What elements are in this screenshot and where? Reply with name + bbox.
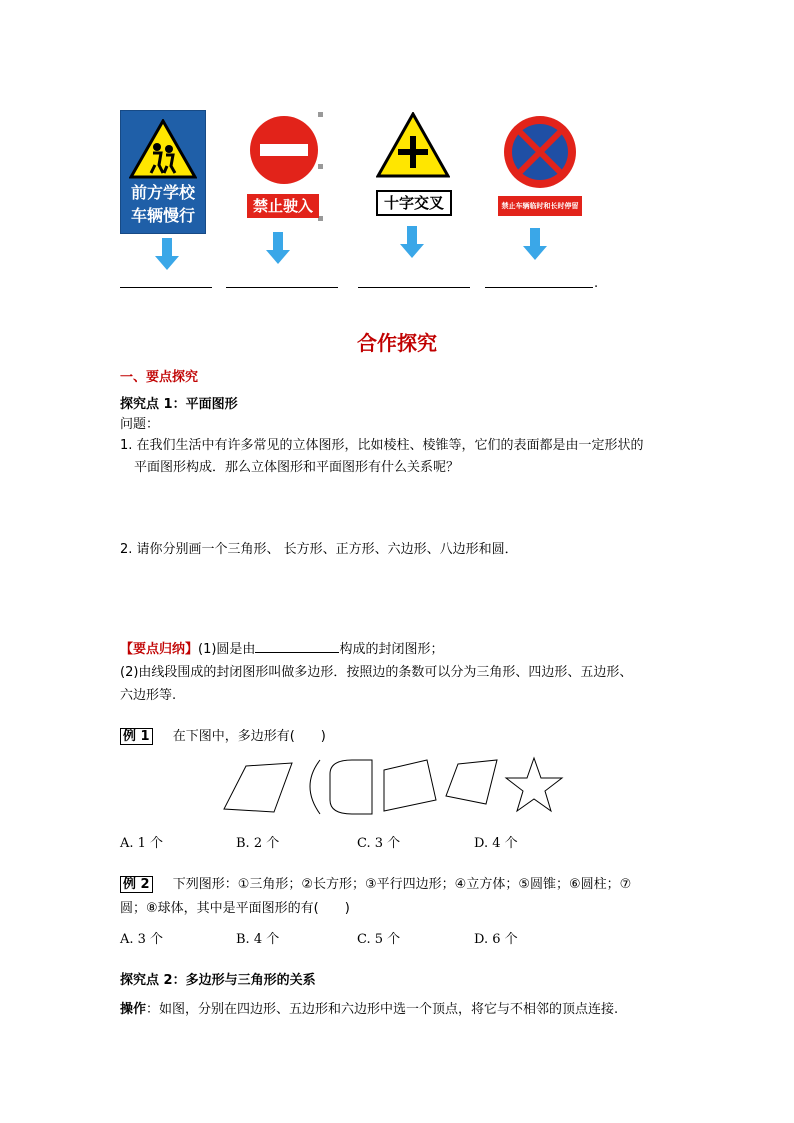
answer-blank[interactable] [485,287,593,288]
example2-text1: 下列图形：①三角形；②长方形；③平行四边形；④立方体；⑤圆锥；⑥圆柱；⑦ [172,877,632,892]
summary-line1 [120,640,443,659]
example1-option-d: D. 4 个 [474,836,518,851]
page-title: 合作探究 [357,331,437,355]
crossroad-sign [370,112,456,216]
q1-line2: 平面图形构成．那么立体图形和平面图形有什么关系呢？ [134,460,460,475]
summary-line2: (2)由线段围成的封闭图形叫做多边形．按照边的条数可以分为三角形、四边形、五边形、 [120,665,633,680]
no-entry-icon [248,114,320,186]
operation-line [120,1001,618,1019]
crossroad-icon [376,112,450,178]
point2-heading: 探究点 2：多边形与三角形的关系 [120,973,316,988]
point1-heading: 探究点 1：平面图形 [120,397,238,412]
operation-label: 操作 [120,1002,147,1017]
down-arrow-icon [523,228,547,260]
example2-label: 例 2 [120,876,153,893]
summary-line3: 六边形等. [120,688,177,703]
no-parking-label: 禁止车辆临时和长时停留 [498,196,582,216]
summary-label: 【要点归纳】 [120,642,199,657]
example2-option-a: A. 3 个 [120,932,164,947]
star-shape [506,758,562,811]
question-label: 问题： [120,417,160,432]
down-arrow-icon [266,232,290,264]
example1-option-a: A. 1 个 [120,836,164,851]
example1-option-c: C. 3 个 [357,836,401,851]
no-entry-label: 禁止驶入 [247,194,319,218]
school-sign-line2: 车辆慢行 [130,206,195,225]
example2-line2: 圆；⑧球体，其中是平面图形的有( ) [120,901,350,916]
rounded-shape [330,760,372,814]
end-period: . [594,276,599,291]
example2-line1 [120,876,631,894]
example1-line [120,728,326,746]
answer-blank[interactable] [120,287,212,288]
school-sign [120,110,206,234]
quadrilateral-shape-3 [446,760,497,804]
school-sign-line1: 前方学校 [130,183,195,202]
example2-option-c: C. 5 个 [357,932,401,947]
selection-handle [318,164,323,169]
down-arrow-icon [400,226,424,258]
no-parking-icon [502,114,578,190]
quadrilateral-shape [224,763,292,812]
q1-line1: 1. 在我们生活中有许多常见的立体图形，比如棱柱、棱锥等，它们的表面都是由一定形状的 [120,438,644,453]
summary-l1b: 构成的封闭图形； [339,642,444,657]
example1-label: 例 1 [120,728,153,745]
q2: 2. 请你分别画一个三角形、 长方形、正方形、六边形、八边形和圆． [120,542,518,557]
summary-l1a: (1)圆是由 [198,642,256,657]
section-heading: 一、要点探究 [120,370,199,385]
no-entry-sign [240,112,320,222]
answer-blank[interactable] [226,287,338,288]
down-arrow-icon [155,238,179,270]
quadrilateral-shape-2 [384,760,436,811]
example2-option-d: D. 6 个 [474,932,518,947]
example2-option-b: B. 4 个 [236,932,280,947]
school-children-icon [129,119,197,179]
half-lens-shape [310,760,320,814]
summary-blank[interactable] [255,640,339,653]
no-parking-sign [498,112,582,222]
answer-blank[interactable] [358,287,470,288]
selection-handle [318,112,323,117]
example1-question: 在下图中，多边形有( ) [172,729,326,744]
operation-text: ：如图，分别在四边形、五边形和六边形中选一个顶点，将它与不相邻的顶点连接. [146,1002,619,1017]
example1-option-b: B. 2 个 [236,836,280,851]
example1-shapes [220,756,570,818]
crossroad-label: 十字交叉 [376,190,452,216]
